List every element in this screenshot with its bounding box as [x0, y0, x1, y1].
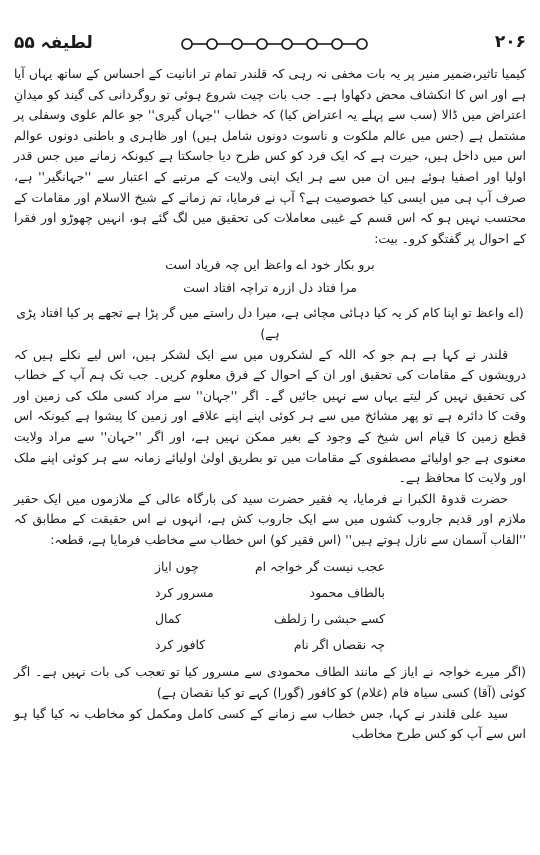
page-number: ۲۰۶ — [494, 32, 526, 52]
paragraph: حضرت قدوۃ الکبرا نے فرمایا، یہ فقیر حضرت سید کی بارگاہ عالی کے ملازموں میں ایک حقیر ملازم اور قدیم جاروب کشوں میں سے ایک جاروب کش ہے، انہوں نے اس حقیقت کے مطابق کہ ''القاب آسمان سے نازل ہوتے ہیں'' (اس فقیر کو) اس خطاب سے مخاطب فرمایا ہے، قطعہ: — [14, 490, 526, 547]
qita-hemistich: کسے حبشی را زلطف — [274, 611, 385, 627]
verse-line: برو بکار خود اے واعظ ایں چہ فریاد است — [165, 257, 375, 273]
verse-translation: (اے واعظ تو اپنا کام کر یہ کیا دہائی مچائی ہے، میرا دل راستے میں گر پڑا ہے تجھے پر کیا افتاد پڑی ہے) — [16, 305, 524, 341]
verse-translation: (اگر میرے خواجہ نے ایاز کے مانند الطاف محمودی سے مسرور کیا تو تعجب کی بات نہیں ہے۔ اگر کوئی (آقا) کسی سیاہ فام (غلام) کو کافور (گورا) کہے تو کیا نقصان ہے) — [14, 664, 526, 701]
qita-hemistich: چوں ایاز — [155, 559, 199, 575]
qita-line — [155, 554, 385, 580]
ornament-divider-icon — [179, 36, 379, 52]
qita-hemistich: عجب نیست گر خواجہ ام — [255, 559, 385, 575]
qita-hemistich: بالطاف محمود — [309, 585, 385, 601]
chapter-title: لطیفہ ۵۵ — [14, 33, 93, 53]
qita-line — [155, 606, 385, 632]
paragraph: کیمیا تاثیر،ضمیر منیر پر یہ بات مخفی نہ رہی کہ قلندر تمام تر انانیت کے احساس کے ساتھ یہاں آیا ہے اور اس کا انکشاف محض دکھاوا ہے۔ جب بات چیت شروع ہوئی تو روگردانی کی گیند کو میدانِ اعتراض میں ڈالا (سب سے پہلے یہ اعتراض کیا) کہ خطاب ''جہاں گیری'' جو عالم علوی وسفلی پر مشتمل ہے (جس میں عالم ملکوت و ناسوت دونوں شامل ہیں) اور ظاہری و باطنی دونوں عوالم اس میں داخل ہیں، حیرت ہے کہ ایک فرد کو کس طرح دیا جاسکتا ہے کیونکہ زمانے میں جس قدر اولیا اور اصفیا ہوئے ہیں ان میں سے ہر ایک اپنی ولایت کے مرتبے کے اعتبار سے ''جہانگیر'' ہے، صرف آپ ہی میں ایسی کیا خصوصیت ہے؟ آپ نے فرمایا، تم زمانے کے شیخ الاسلام اور مقامات کے محتسب نہیں ہو کہ اس قسم کے غیبی معاملات کی تحقیق میں لگ گئے ہو، انہیں چھوڑو اور فقرا کے احوال پر گفتگو کرو۔ بیت: — [14, 66, 526, 246]
qita-line — [155, 580, 385, 606]
qita-hemistich: چہ نقصاں اگر نام — [293, 637, 385, 653]
verse-block — [14, 253, 526, 299]
qita-hemistich: کافور کرد — [155, 637, 206, 653]
verse-line: مرا فتاد دل ازرہ تراچہ افتاد است — [183, 280, 357, 296]
paragraph: قلندر نے کہا ہے ہم جو کہ اللہ کے لشکروں میں سے ایک لشکر ہیں، اس لیے نکلے ہیں کہ درویشوں کے مقامات کی تحقیق اور ان کے احوال کے فرق معلوم کریں۔ جب تک ہم آپ کے خطاب کی تحقیق نہیں کر لیتے یہاں سے نہیں جائیں گے۔ اگر ''جہان'' سے مراد کسی ملک کی زمین اور وقت کا دائرہ ہے تو پھر مشائخ میں سے ہر کوئی اپنے اپنے علاقے اور زمین کا پیشوا ہے کیونکہ اس قطع زمین کا قیام اس شیخ کے وجود کے بغیر ممکن نہیں ہے، اور اگر ''جہان'' سے مراد ولایت معنوی ہے جو اولیائے مصطفوی کے مقامات میں تو بطریق اولیٰ اولیائے زمانہ سے ہر کوئی اپنے ملک اور ولایت کا محافظ ہے۔ — [14, 346, 526, 486]
qita-block — [14, 554, 526, 658]
qita-line — [155, 632, 385, 658]
page-body — [14, 64, 526, 745]
page-header — [14, 30, 526, 60]
paragraph: سید علی قلندر نے کہا، جس خطاب سے زمانے کے کسی کامل ومکمل کو مخاطب نہ کیا گیا ہو اس سے آپ کو کس طرح مخاطب — [14, 705, 526, 742]
qita-hemistich: کمال — [155, 611, 181, 627]
qita-hemistich: مسرور کرد — [155, 585, 214, 601]
